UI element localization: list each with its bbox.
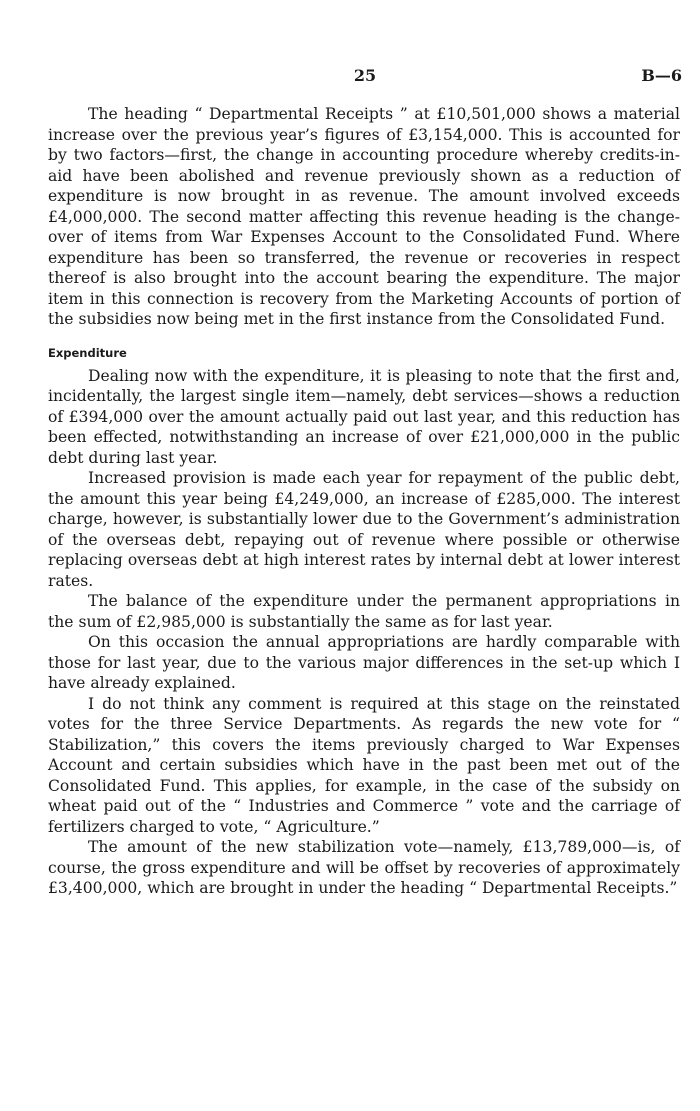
paragraph: I do not think any comment is required at this stage on the reinstated votes for the three Service Departments. As regards the new vote for “ Stabilization,” this covers the items previously charged to War Expenses Account and certain subsidies which have in the past been met out of the Consolidated Fund. This applies, for example, in the case of the subsidy on wheat paid out of the “ Industries and Commerce ” vote and the carriage of fertilizers charged to vote, “ Agriculture.” [48,694,680,836]
body-text [48,104,680,899]
paragraph: Dealing now with the expenditure, it is pleasing to note that the first and, incidentally, the largest single item—namely, debt services—shows a reduction of £394,000 over the amount actually paid out last year, and this reduction has been effected, notwithstanding an increase of over £21,000,000 in the public debt during last year. [48,366,680,467]
paragraph: The heading “ Departmental Receipts ” at £10,501,000 shows a material increase over the previous year’s figures of £3,154,000. This is accounted for by two factors—first, the change in accounting procedure whereby credits-in-aid have been abolished and revenue previously shown as a reduction of expenditure is now brought in as revenue. The amount involved exceeds £4,000,000. The second matter affecting this revenue heading is the change-over of items from War Expenses Account to the Consolidated Fund. Where expenditure has been so transferred, the revenue or recoveries in respect thereof is also brought into the account bearing the expenditure. The major item in this connection is recovery from the Marketing Accounts of portion of the subsidies now being met in the first instance from the Consolidated Fund. [48,105,680,328]
page-header [48,66,682,90]
document-reference: B—6 [641,66,682,85]
paragraph: The amount of the new stabilization vote—namely, £13,789,000—is, of course, the gross expenditure and will be offset by recoveries of approximately £3,400,000, which are brought in under the heading “ Departmental Receipts.” [48,838,680,897]
paragraph: Increased provision is made each year for repayment of the public debt, the amount this year being £4,249,000, an increase of £285,000. The interest charge, however, is substantially lower due to the Government’s administration of the overseas debt, repaying out of revenue where possible or otherwise replacing overseas debt at high interest rates by internal debt at lower interest rates. [48,469,680,590]
paragraph: On this occasion the annual appropriations are hardly comparable with those for last year, due to the various major differences in the set-up which I have already explained. [48,633,680,692]
page-number: 25 [353,66,377,85]
paragraph: The balance of the expenditure under the permanent appropriations in the sum of £2,985,000 is substantially the same as for last year. [48,592,680,631]
section-heading: Expenditure [48,345,127,360]
